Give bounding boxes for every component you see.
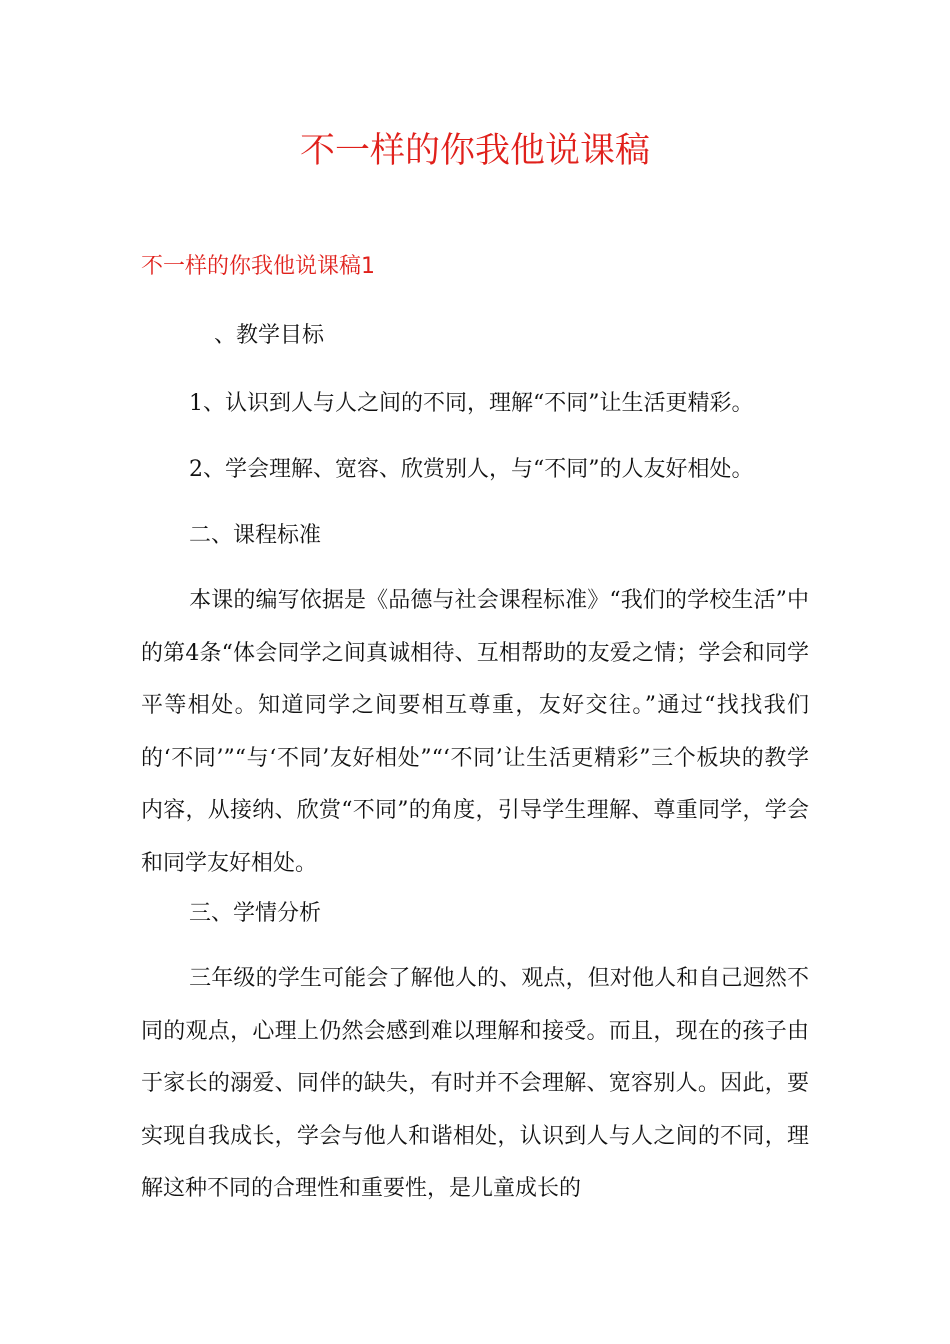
section-subtitle: 不一样的你我他说课稿1 bbox=[141, 254, 375, 279]
teaching-goals-heading: 、教学目标 bbox=[214, 323, 325, 348]
learner-analysis-heading: 三、学情分析 bbox=[189, 901, 322, 926]
learner-analysis-paragraph bbox=[141, 953, 809, 1216]
curriculum-standard-text: 本课的编写依据是《品德与社会课程标准》“我们的学校生活”中的第4条“体会同学之间真诚相待、互相帮助的友爱之情；学会和同学平等相处。知道同学之间要相互尊重，友好交往。”通过“找找我们的‘不同’”“与‘不同’友好相处”“‘不同’让生活更精彩”三个板块的教学内容，从接纳、欣赏“不同”的角度，引导学生理解、尊重同学，学会和同学友好相处。 bbox=[141, 588, 809, 876]
document-title: 不一样的你我他说课稿 bbox=[299, 131, 650, 171]
teaching-goal-1: 1、认识到人与人之间的不同，理解“不同”让生活更精彩。 bbox=[189, 391, 754, 416]
curriculum-standard-paragraph bbox=[141, 575, 809, 890]
learner-analysis-text: 三年级的学生可能会了解他人的、观点，但对他人和自己迥然不同的观点，心理上仍然会感到难以理解和接受。而且，现在的孩子由于家长的溺爱、同伴的缺失，有时并不会理解、宽容别人。因此，要实现自我成长，学会与他人和谐相处，认识到人与人之间的不同，理解这种不同的合理性和重要性，是儿童成长的 bbox=[141, 966, 809, 1201]
teaching-goal-2: 2、学会理解、宽容、欣赏别人，与“不同”的人友好相处。 bbox=[189, 457, 754, 482]
curriculum-standard-heading: 二、课程标准 bbox=[189, 523, 322, 548]
